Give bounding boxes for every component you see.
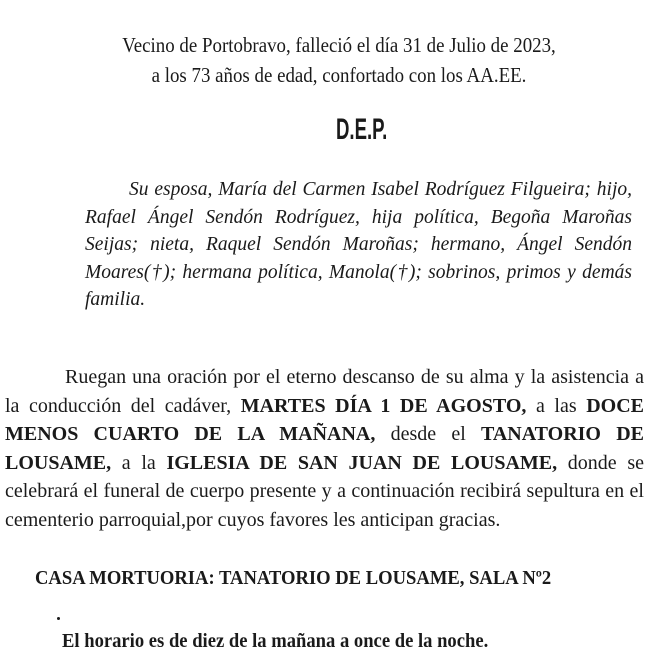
intro-line-2: a los 73 años de edad, confortado con los AA.EE. xyxy=(151,63,527,87)
prayer-text-2: a las xyxy=(526,394,587,417)
horario-line: El horario es de diez de la mañana a once de la noche. xyxy=(62,630,489,652)
casa-mortuoria: CASA MORTUORIA: TANATORIO DE LOUSAME, SALA Nº2 xyxy=(35,567,552,589)
intro-line-1: Vecino de Portobravo, falleció el día 31 de Julio de 2023, xyxy=(122,33,556,57)
prayer-text-5: donde se celebrará el funeral de cuerpo presente y a continuación recibirá sepultura en el cementerio parroquial,por cuyos favores les anticipan gracias. xyxy=(5,451,644,531)
family-paragraph: Su esposa, María del Carmen Isabel Rodríguez Filgueira; hijo, Rafael Ángel Sendón Rodríguez, hija política, Begoña Maroñas Seijas; nieta, Raquel Sendón Maroñas; hermano, Ángel Sendón Moares(†); hermana política, Manola(†); sobrinos, primos y demás familia. xyxy=(85,179,632,310)
prayer-text-1: Ruegan una oración por el eterno descanso de su alma y la asistencia a la conducción del cadáver, xyxy=(5,366,644,417)
dep-heading: D.E.P. xyxy=(336,113,388,146)
prayer-text-3: desde el xyxy=(375,423,481,445)
prayer-text-4: a la xyxy=(111,451,167,474)
prayer-date: MARTES DÍA 1 DE AGOSTO, xyxy=(240,394,527,417)
prayer-origin: TANATORIO DE LOUSAME, xyxy=(5,423,644,474)
stray-dot xyxy=(57,617,60,620)
prayer-paragraph xyxy=(5,363,644,534)
prayer-church: IGLESIA DE SAN JUAN DE LOUSAME, xyxy=(166,451,558,474)
prayer-time: DOCE MENOS CUARTO DE LA MAÑANA, xyxy=(5,394,644,445)
